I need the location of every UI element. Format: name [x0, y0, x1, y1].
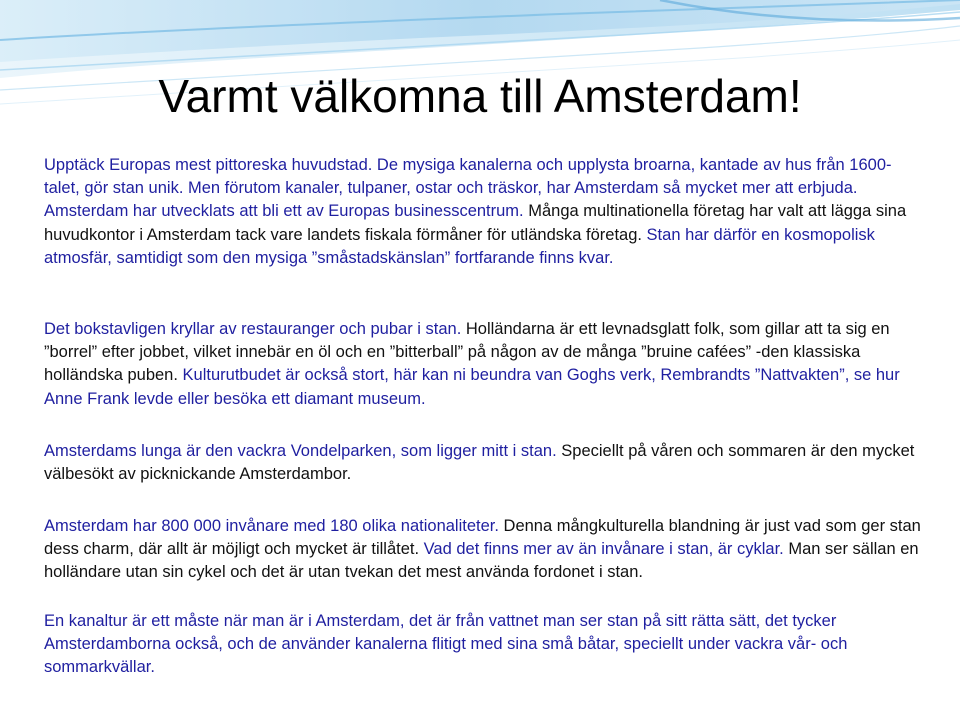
page-title: Varmt välkomna till Amsterdam!	[158, 70, 802, 122]
intro-sentence-2: Många multinationella företag har valt att lägga sina huvudkontor i Amsterdam tack vare landets fiskala förmåner för utländska företag.	[44, 202, 907, 244]
paragraph-vondelpark	[44, 440, 924, 486]
population-sentence-4: Man ser sällan en holländare utan sin cykel och det är utan tvekan det mest använda fordonet i stan.	[44, 540, 919, 582]
paragraph-population	[44, 515, 924, 585]
population-sentence-3: Vad det finns mer av än invånare i stan, är cyklar.	[419, 540, 784, 559]
restaurants-sentence-1: Det bokstavligen kryllar av restauranger och pubar i stan.	[44, 320, 462, 338]
intro-sentence-3: Stan har därför en kosmopolisk atmosfär, samtidigt som den mysiga ”småstadskänslan” fortfarande finns kvar.	[44, 225, 875, 267]
restaurants-sentence-3: Kulturutbudet är också stort, här kan ni beundra van Goghs verk, Rembrandts ”Nattvakten”, se hur Anne Frank levde eller besöka ett diamant museum.	[44, 366, 900, 408]
paragraph-intro	[44, 154, 924, 270]
intro-sentence-1: Upptäck Europas mest pittoreska huvudstad. De mysiga kanalerna och upplysta broarna, kantade av hus från 1600-talet, gör stan unik. Men förutom kanaler, tulpaner, ostar och träskor, har Amsterdam så mycket mer att erbjuda. Amsterdam har utvecklats att bli ett av Europas businesscentrum.	[44, 156, 892, 221]
vondelpark-sentence-2: Speciellt på våren och sommaren är den mycket välbesökt av picknickande Amsterdambor.	[44, 442, 915, 484]
paragraph-canal-tour	[44, 610, 924, 680]
vondelpark-sentence-1: Amsterdams lunga är den vackra Vondelparken, som ligger mitt i stan.	[44, 442, 557, 460]
canal-tour-sentence-1: En kanaltur är ett måste när man är i Amsterdam, det är från vattnet man ser stan på sitt rätta sätt, det tycker Amsterdamborna också, och de använder kanalerna flitigt med sina små båtar, speciellt under vackra vår- och sommarkvällar.	[44, 612, 848, 677]
population-sentence-2: Denna mångkulturella blandning är just vad som ger stan dess charm, där allt är möjligt och mycket är tillåtet.	[44, 517, 921, 559]
paragraph-restaurants	[44, 318, 924, 411]
restaurants-sentence-2: Holländarna är ett levnadsglatt folk, som gillar att ta sig en ”borrel” efter jobbet, vilket innebär en öl och en ”bitterball” på någon av de många ”bruine cafées” -den klassiska holländska puben.	[44, 320, 890, 385]
population-sentence-1: Amsterdam har 800 000 invånare med 180 olika nationaliteter.	[44, 517, 499, 535]
